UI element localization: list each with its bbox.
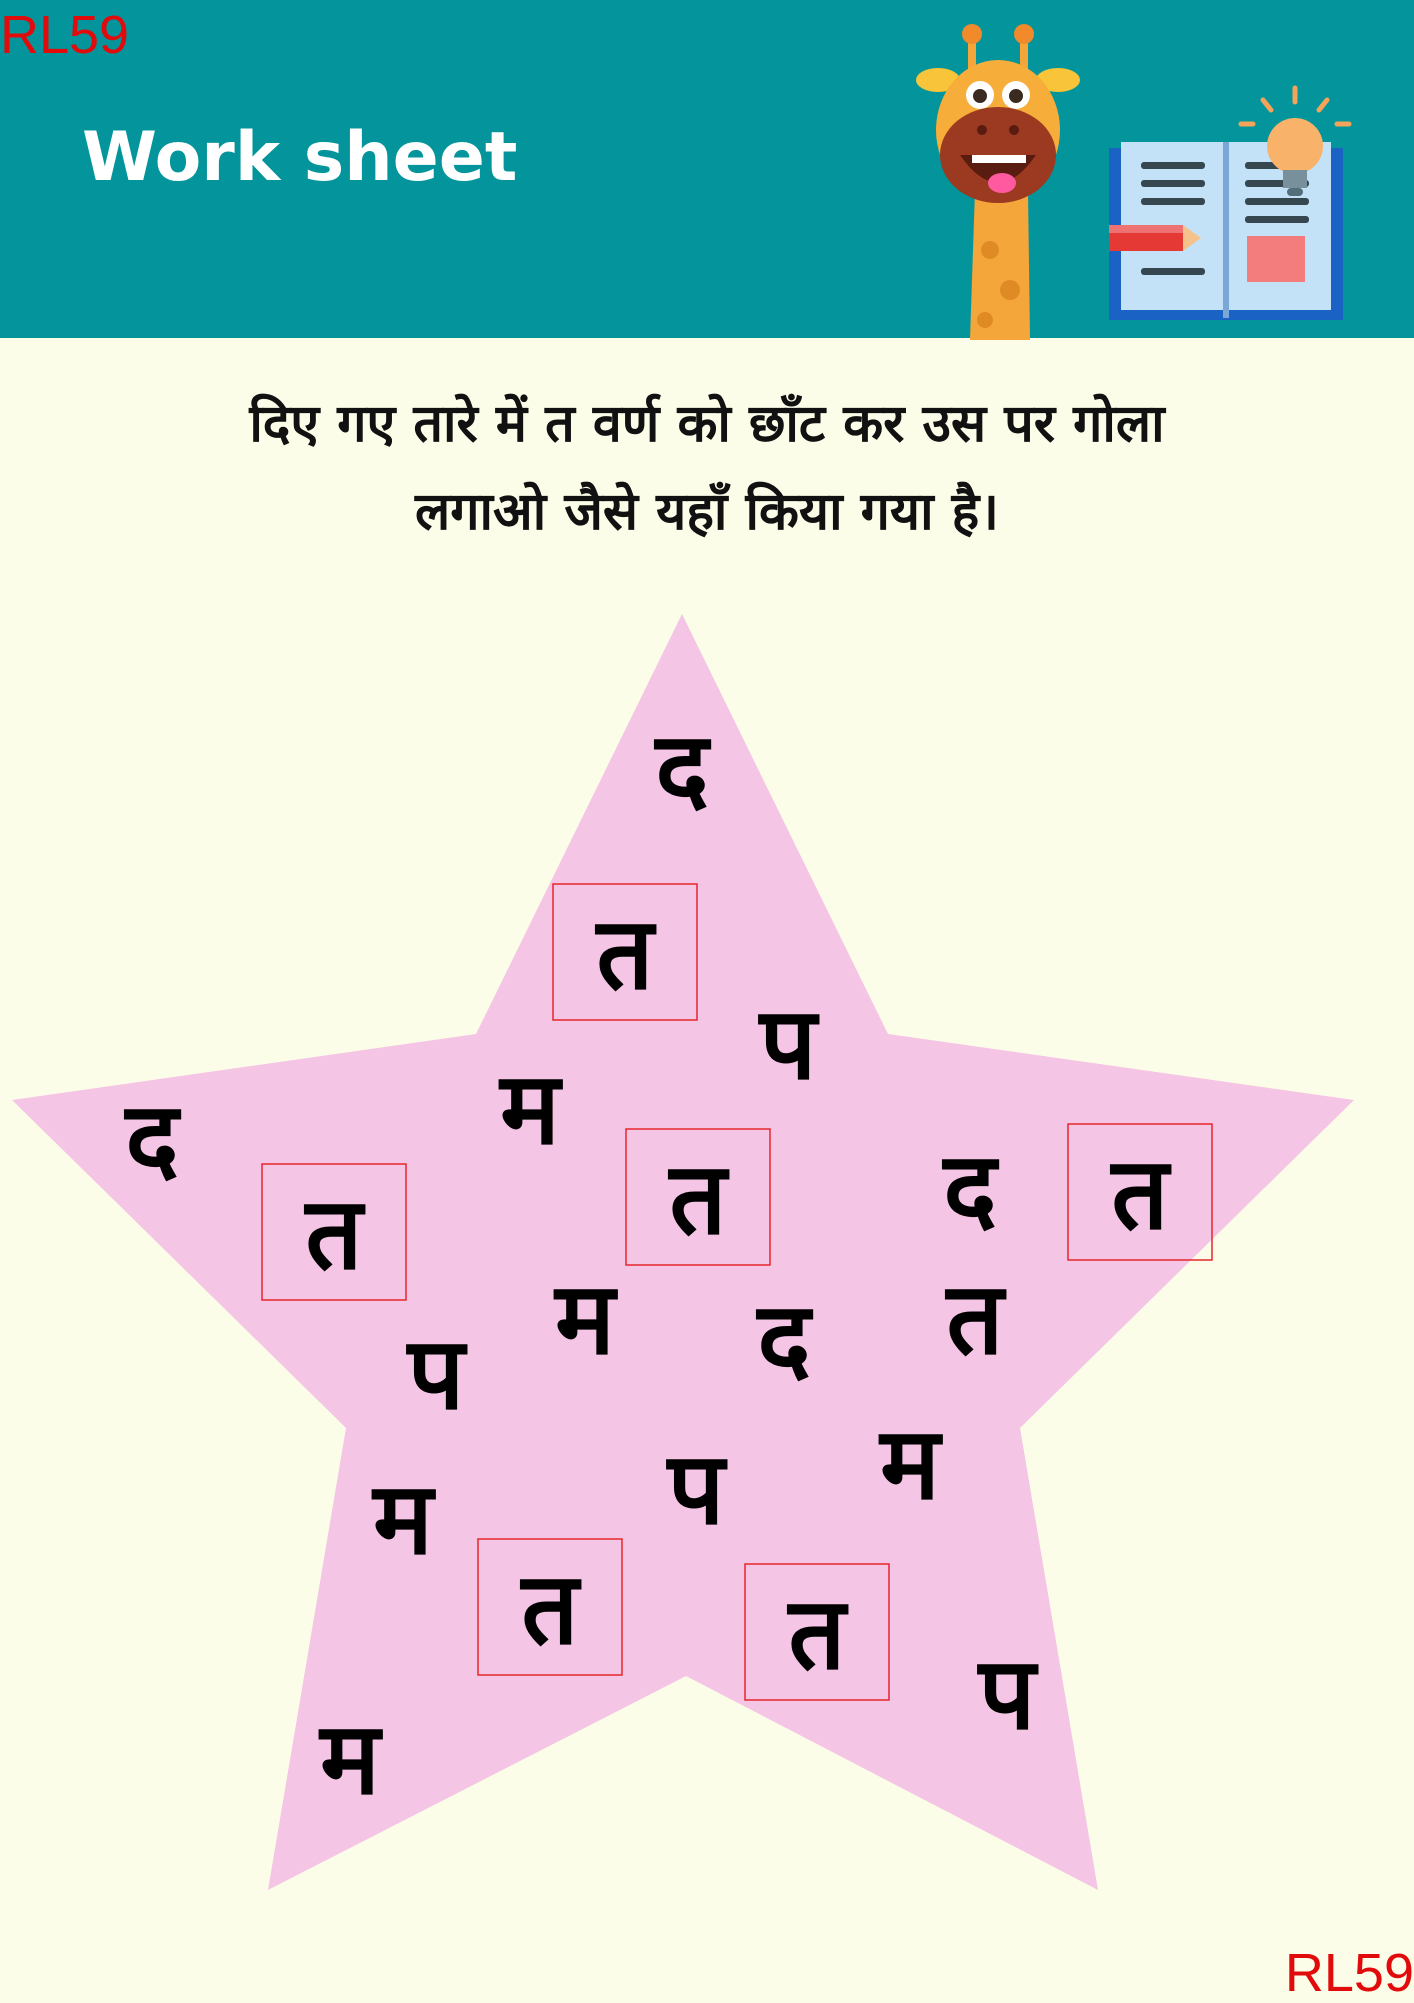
worksheet-code-bottom: RL59 (1284, 1943, 1414, 2003)
star-letter[interactable]: त (596, 895, 654, 1012)
star-letter[interactable]: त (521, 1550, 579, 1667)
star-letter[interactable]: म (373, 1460, 433, 1577)
star-letter[interactable]: त (1111, 1135, 1169, 1252)
star-letter[interactable]: त (946, 1260, 1004, 1377)
star-letter[interactable]: म (320, 1700, 380, 1817)
star-letter[interactable]: त (788, 1575, 846, 1692)
worksheet-code-top: RL59 (0, 5, 130, 65)
star-letter[interactable]: द (757, 1280, 811, 1397)
star-letter[interactable]: प (667, 1430, 725, 1547)
worksheet-title: Work sheet (82, 118, 518, 197)
star-letter[interactable]: म (500, 1050, 560, 1167)
star-letter[interactable]: प (407, 1315, 465, 1432)
star-letter[interactable]: त (669, 1140, 727, 1257)
star-letter[interactable]: म (555, 1260, 615, 1377)
star-letter[interactable]: द (943, 1130, 997, 1247)
star-letter[interactable]: द (125, 1080, 179, 1197)
star-letter[interactable]: प (978, 1635, 1036, 1752)
instruction-line-1: दिए गए तारे में त वर्ण को छाँट कर उस पर गोला (249, 394, 1165, 454)
star-letter[interactable]: म (880, 1405, 940, 1522)
instruction-line-2: लगाओ जैसे यहाँ किया गया है। (415, 482, 999, 542)
star-letter[interactable]: त (305, 1175, 363, 1292)
star-letter[interactable]: प (759, 985, 817, 1102)
star-letter[interactable]: द (655, 710, 709, 827)
